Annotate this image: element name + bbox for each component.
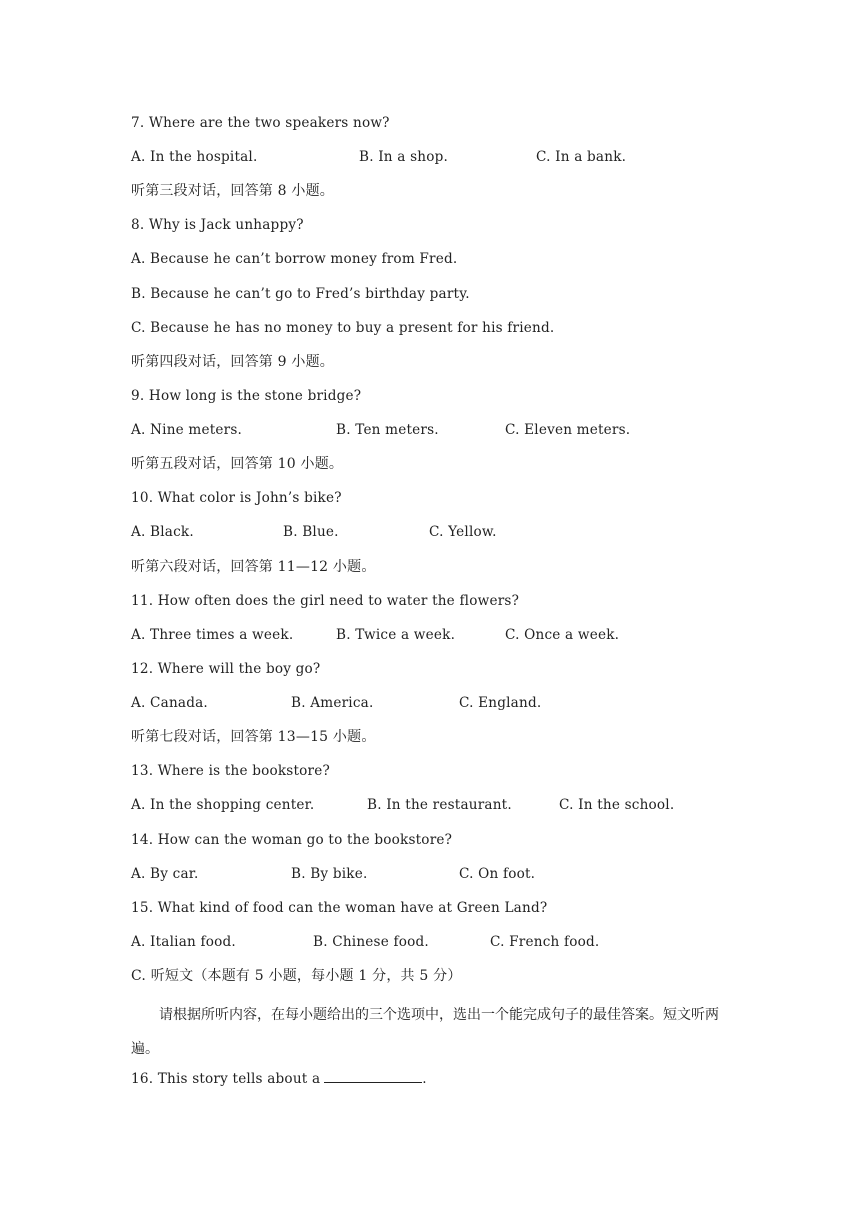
answer-option: B. In the restaurant. — [367, 797, 512, 813]
question-line: 9. How long is the stone bridge? — [131, 388, 362, 404]
answer-option: A. Italian food. — [131, 934, 236, 950]
answer-option: A. In the hospital. — [131, 149, 258, 165]
answer-option: A. In the shopping center. — [131, 797, 315, 813]
instruction-paragraph: 请根据所听内容，在每小题给出的三个选项中，选出一个能完成句子的最佳答案。短文听两遍。 — [131, 1007, 719, 1057]
answer-option: B. Chinese food. — [313, 934, 429, 950]
question-line: C. Because he has no money to buy a present for his friend. — [131, 320, 555, 336]
question-line: 7. Where are the two speakers now? — [131, 115, 390, 131]
answer-option: C. Eleven meters. — [505, 422, 631, 438]
question-line: 12. Where will the boy go? — [131, 661, 321, 677]
question-16-end: . — [422, 1071, 427, 1087]
answer-option: B. By bike. — [291, 866, 368, 882]
answer-option: A. Canada. — [131, 695, 208, 711]
answer-option: C. Once a week. — [505, 627, 620, 643]
question-line: 11. How often does the girl need to water the flowers? — [131, 593, 520, 609]
section-heading: 听第五段对话，回答第 10 小题。 — [131, 456, 344, 472]
question-16-text: 16. This story tells about a — [131, 1071, 321, 1087]
question-line: A. Because he can’t borrow money from Fred. — [131, 251, 458, 267]
section-heading: 听第七段对话，回答第 13—15 小题。 — [131, 729, 376, 745]
answer-option: C. Yellow. — [429, 524, 497, 540]
answer-option: B. Ten meters. — [336, 422, 439, 438]
answer-option: B. America. — [291, 695, 374, 711]
answer-option: C. In the school. — [559, 797, 675, 813]
answer-option: A. Black. — [131, 524, 194, 540]
section-heading: 听第三段对话，回答第 8 小题。 — [131, 183, 335, 199]
answer-option: C. In a bank. — [536, 149, 627, 165]
question-line: 13. Where is the bookstore? — [131, 763, 330, 779]
answer-option: C. On foot. — [459, 866, 536, 882]
section-heading: 听第六段对话，回答第 11—12 小题。 — [131, 559, 376, 575]
section-heading: 听第四段对话，回答第 9 小题。 — [131, 354, 335, 370]
question-line: 8. Why is Jack unhappy? — [131, 217, 304, 233]
answer-option: B. Blue. — [283, 524, 339, 540]
question-line: 14. How can the woman go to the bookstore? — [131, 832, 453, 848]
section-heading: C. 听短文（本题有 5 小题，每小题 1 分，共 5 分） — [131, 968, 462, 984]
question-line: 10. What color is John’s bike? — [131, 490, 342, 506]
answer-option: A. Three times a week. — [131, 627, 294, 643]
question-line: 15. What kind of food can the woman have at Green Land? — [131, 900, 548, 916]
question-line: B. Because he can’t go to Fred’s birthday party. — [131, 286, 470, 302]
answer-option: C. England. — [459, 695, 542, 711]
answer-option: B. In a shop. — [359, 149, 449, 165]
answer-blank — [324, 1068, 422, 1083]
answer-option: B. Twice a week. — [336, 627, 456, 643]
answer-option: A. Nine meters. — [131, 422, 243, 438]
answer-option: C. French food. — [490, 934, 600, 950]
question-16 — [131, 1068, 427, 1089]
answer-option: A. By car. — [131, 866, 199, 882]
